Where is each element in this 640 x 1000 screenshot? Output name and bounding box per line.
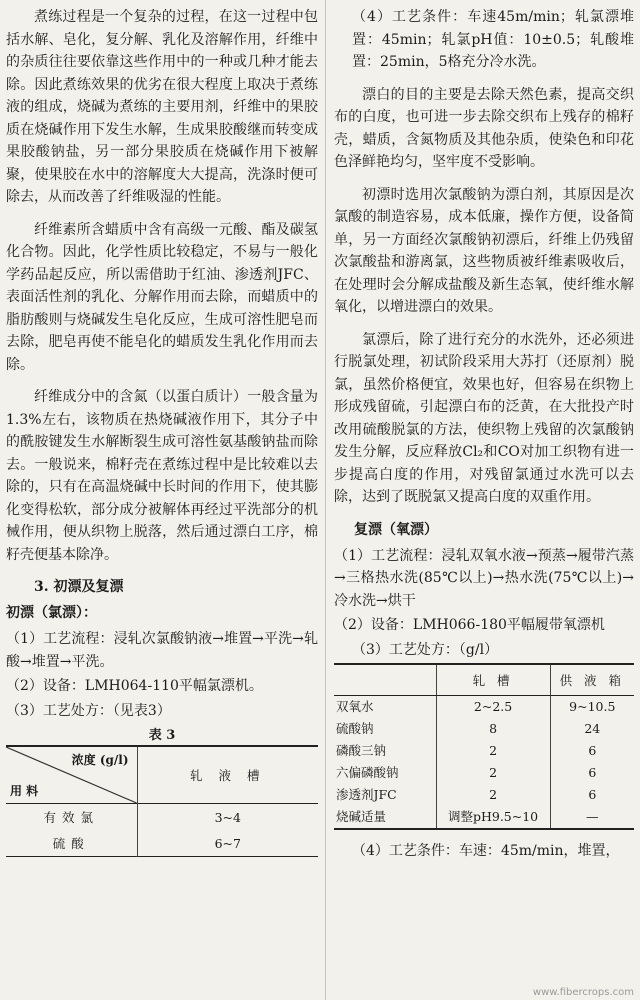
list-item-oxygen-recipe: （3）工艺处方：（g/l）: [352, 641, 499, 658]
table2-cell-supply: 6: [588, 743, 597, 758]
table2-cell-pad: 2~2.5: [436, 696, 550, 719]
table2-cell-supply: 6: [588, 787, 597, 802]
table3-header-tank: 轧 液 槽: [190, 768, 266, 783]
table2-cell-supply: —: [586, 809, 599, 824]
list-item-equipment: （2）设备：LMH064-110平幅氯漂机。: [6, 678, 263, 694]
table3-header-material: 用 料: [10, 784, 39, 798]
table3-cell-value: 6~7: [214, 835, 241, 851]
table2-cell-pad: 2: [436, 740, 550, 762]
table-oxygen-recipe: [334, 663, 634, 830]
table-row: [6, 804, 318, 831]
table-row: [334, 718, 634, 740]
table2-cell-name: 硫酸钠: [334, 718, 436, 740]
table2-cell-name: 双氧水: [334, 696, 436, 719]
table2-cell-supply: 24: [584, 721, 601, 736]
paragraph-bleach-purpose: 漂白的目的主要是去除天然色素，提高交织布的白度，也可进一步去除交织布上残存的棉籽壳，蜡质，含氮物质及其他杂质，使染色和印花色泽鲜艳均匀，坚牢度不受影响。: [334, 86, 634, 170]
table3-cell-name: 有效氯: [6, 804, 137, 831]
table2-cell-supply: 6: [588, 765, 597, 780]
table3-caption: 表 3: [148, 728, 176, 743]
section-title-bleaching: 3. 初漂及复漂: [34, 579, 124, 595]
column-divider: [325, 0, 326, 1000]
subsection-title-initial-bleach: 初漂（氯漂）：: [6, 605, 97, 621]
list-item-oxygen-equipment: （2）设备：LMH066-180平幅履带氧漂机: [334, 617, 605, 633]
table-3: [6, 745, 318, 857]
table2-cell-name: 渗透剂JFC: [334, 784, 436, 806]
table2-cell-pad: 2: [436, 784, 550, 806]
table2-cell-name: 烧碱适量: [334, 806, 436, 829]
paragraph-oxygen-conditions: （4）工艺条件：车速：45m/min，堆置，: [352, 843, 620, 859]
table3-header-concentration: 浓度 (g/l): [71, 753, 129, 767]
list-item-process-flow: （1）工艺流程：浸轧次氯酸钠液→堆置→平洗→轧酸→堆置→平洗。: [6, 631, 318, 670]
table2-cell-name: 六偏磷酸钠: [334, 762, 436, 784]
left-column: [6, 6, 318, 857]
list-item-recipe: （3）工艺处方：（见表3）: [6, 702, 171, 719]
table2-cell-pad: 8: [436, 718, 550, 740]
table-row: [334, 762, 634, 784]
paragraph-initial-bleach: 初漂时选用次氯酸钠为漂白剂，其原因是次氯酸的制造容易，成本低廉，操作方便，设备简单，另一方面经次氯酸钠初漂后，纤维上仍残留次氯酸盐和游离氯，这些物质被纤维素吸收后，在处理时会分解成盐酸及新生态氧，使纤维水解氧化，以增进漂白的效果。: [334, 186, 634, 315]
paragraph-process-conditions: （4）工艺条件：车速45m/min；轧氯漂堆置：45min；轧氯pH值：10±0.5；轧酸堆置：25min，5格充分冷水洗。: [352, 9, 634, 70]
right-column: [334, 6, 634, 873]
table-row: [334, 784, 634, 806]
paragraph-wax-removal: 纤维素所含蜡质中含有高级一元酸、酯及碳氢化合物。因此，化学性质比较稳定，不易与一般化学药品起反应，所以需借助于红油、渗透剂JFC、表面活性剂的乳化、分解作用而去除，而蜡质中的脂肪酸则与烧碱发生皂化反应，生成可溶性肥皂而去除，肥皂再使不能皂化的蜡质发生乳化作用而去除。: [6, 221, 318, 373]
list-item-oxygen-process-flow: （1）工艺流程：浸轧双氧水液→预蒸→履带汽蒸→三格热水洗(85℃以上)→热水洗(75℃以上)→冷水洗→烘干: [334, 547, 634, 609]
table2-cell-name: 磷酸三钠: [334, 740, 436, 762]
table-row: [334, 696, 634, 719]
table2-header-supply-tank: 供 液 箱: [550, 664, 634, 696]
paragraph-dechlorination: 氯漂后，除了进行充分的水洗外，还必须进行脱氯处理，初试阶段采用大苏打（还原剂）脱氯，虽然价格便宜，效果也好，但容易在织物上形成残留硫，引起漂白布的泛黄，在大批投产时改用硫酸脱氯的方法，使织物上残留的次氯酸钠发生分解，反应释放Cl₂和CO对加工织物有进一步提高白度的作用，对残留氯通过水洗可以去除，达到了既脱氯又提高白度的双重作用。: [334, 331, 634, 505]
paragraph-nitrogen-content: 纤维成分中的含氮（以蛋白质计）一般含量为1.3%左右，该物质在热烧碱液作用下，其分子中的酰胺键发生水解断裂生成可溶性氨基酸钠盐而除去。一般说来，棉籽壳在煮练过程中是比较难以去除的，只有在高温烧碱中长时间的作用下，使其膨化变得松软，部分成分被解体再经过平洗部分的机械作用，便从织物上脱落，然后通过漂白工序，棉籽壳便基本除净。: [6, 389, 318, 563]
table-row: [334, 806, 634, 829]
table-row: [334, 740, 634, 762]
table3-header-diagonal-cell: [6, 746, 137, 804]
table2-cell-pad: 调整pH9.5~10: [436, 806, 550, 829]
table3-cell-value: 3~4: [214, 809, 241, 825]
table2-cell-pad: 2: [436, 762, 550, 784]
table2-header-blank: [334, 664, 436, 696]
paragraph-scouring-process: 煮练过程是一个复杂的过程，在这一过程中包括水解、皂化，复分解、乳化及溶解作用，纤维中的杂质往往要依靠这些作用中的一种或几种才能去除。因此煮练效果的优劣在很大程度上取决于煮练液的组成，烧碱为煮练的主要用剂，纤维中的果胶质在烧碱作用下发生水解，生成果胶酸继而转变成果胶酸钠盐，另一部分果胶质在烧碱作用下被解聚，使果胶在水中的溶解度大大提高，洗涤时便可除去，从而改善了纤维吸湿的性能。: [6, 9, 318, 205]
watermark: www.fibercrops.com: [532, 987, 634, 998]
table2-header-pad-tank: 轧 槽: [436, 664, 550, 696]
table3-cell-name: 硫酸: [6, 830, 137, 857]
table-row: [6, 830, 318, 857]
subsection-title-re-bleach: 复漂（氧漂）: [354, 521, 438, 538]
table2-cell-supply: 9~10.5: [569, 699, 616, 714]
